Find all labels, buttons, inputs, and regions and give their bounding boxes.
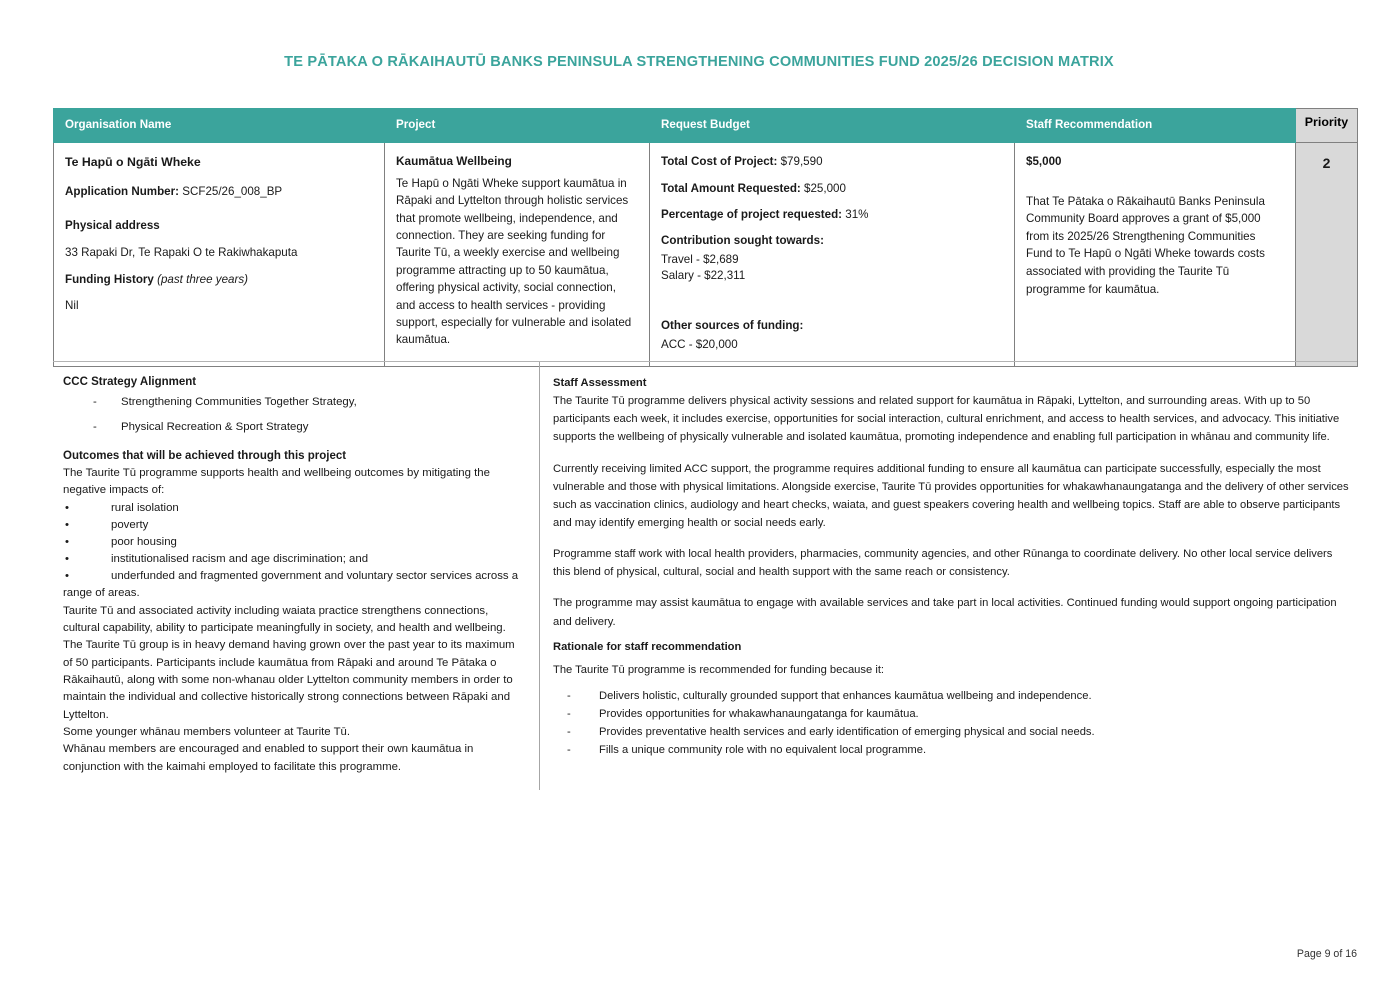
- list-item: • underfunded and fragmented government and voluntary sector services across a: [63, 568, 525, 585]
- assessment-paragraph: The programme may assist kaumātua to engage with available services and take part in local activities. Continued funding would support ongoing participation and delivery.: [553, 597, 1337, 628]
- list-item: - Fills a unique community role with no equivalent local programme.: [553, 741, 1349, 759]
- recommendation-text: That Te Pātaka o Rākaihautū Banks Peninsula Community Board approves a grant of $5,000 from its 2025/26 Strengthening Communities Fund to Te Hapū o Ngāti Wheke towards costs associated with providing the Taurite Tū programme for kaumātua.: [1026, 194, 1265, 296]
- percentage-requested: [661, 206, 1003, 224]
- funding-history-note: (past three years): [157, 272, 248, 286]
- table-row: [54, 143, 1358, 367]
- list-item: • rural isolation: [63, 500, 525, 517]
- organisation-name: Te Hapū o Ngāti Wheke: [65, 155, 201, 169]
- spacer: [553, 447, 1349, 460]
- column-header-organisation: Organisation Name: [54, 109, 385, 143]
- rationale-list: [553, 687, 1349, 760]
- cell-project: [385, 143, 650, 367]
- outcomes-heading: Outcomes that will be achieved through this project: [63, 449, 347, 462]
- total-cost-value: $79,590: [780, 155, 823, 168]
- page-footer: Page 9 of 16: [1296, 948, 1357, 960]
- list-item: - Provides opportunities for whakawhanaungatanga for kaumātua.: [553, 705, 1349, 723]
- details-paragraph: Taurite Tū and associated activity including waiata practice strengthens connections, cultural capability, ability to participate meaningfully in society, and health and wellbeing.: [63, 604, 506, 635]
- outcomes-bullet-list: [63, 500, 525, 586]
- list-item: - Provides preventative health services and early identification of emerging physical and social needs.: [553, 723, 1349, 741]
- decision-matrix-table: [53, 108, 1358, 367]
- funding-history-value: Nil: [65, 299, 79, 313]
- list-item: - Strengthening Communities Together Strategy,: [63, 391, 525, 415]
- outcomes-bullets-continuation: range of areas.: [63, 587, 140, 600]
- percentage-value: 31%: [845, 208, 869, 222]
- table-header-row: [54, 109, 1358, 143]
- spacer: [661, 285, 1003, 318]
- recommended-amount: $5,000: [1026, 155, 1062, 168]
- page-title: TE PĀTAKA O RĀKAIHAUTŪ BANKS PENINSULA STRENGTHENING COMMUNITIES FUND 2025/26 DECISION MATRIX: [284, 54, 1114, 70]
- application-number: [65, 183, 373, 201]
- priority-value: 2: [1322, 155, 1331, 171]
- contribution-item: Travel - $2,689: [661, 252, 739, 266]
- project-title: Kaumātua Wellbeing: [396, 154, 512, 168]
- list-item: • institutionalised racism and age discrimination; and: [63, 551, 525, 568]
- assessment-paragraph: The Taurite Tū programme delivers physical activity sessions and related support for kaumātua in Rāpaki, Lyttelton, and surrounding areas. With up to 50 participants each week, it includes exercise, opportunities for social interaction, cultural enrichment, and access to health services, and advocacy. This initiative supports the wellbeing of physically vulnerable and isolated kaumātua, promoting independence and enabling full participation in whānau and community life.: [553, 395, 1340, 444]
- physical-address-label: Physical address: [65, 219, 160, 233]
- contribution-label: Contribution sought towards:: [661, 233, 824, 247]
- details-section: [53, 361, 1357, 790]
- spacer: [553, 581, 1349, 594]
- funding-history-heading: [65, 271, 373, 289]
- rationale-intro: The Taurite Tū programme is recommended for funding because it:: [553, 663, 885, 676]
- staff-assessment-heading: Staff Assessment: [553, 377, 647, 389]
- list-item: • poverty: [63, 517, 525, 534]
- column-header-project: Project: [385, 109, 650, 143]
- cell-priority: [1296, 143, 1358, 367]
- details-right-column: [540, 362, 1357, 790]
- assessment-paragraph: Currently receiving limited ACC support, the programme requires additional funding to ensure all kaumātua can participate successfully, especially the most vulnerable and those with physical limitations. Alongside exercise, Taurite Tū provides opportunities for whakawhanaungatanga and the delivery of other services such as vaccination clinics, audiology and heart checks, waiata, and guest speakers covering health and wellbeing topics. Staff are able to observe participants and may identify emerging health or social needs early.: [553, 462, 1349, 529]
- cell-recommendation: [1015, 143, 1296, 367]
- assessment-paragraph: Programme staff work with local health providers, pharmacies, community agencies, and other Rūnanga to coordinate delivery. No other local service delivers this blend of physical, cultural, social and health support with the same reach or consistency.: [553, 548, 1333, 579]
- column-header-recommendation: Staff Recommendation: [1015, 109, 1296, 143]
- column-header-priority: Priority: [1296, 109, 1358, 143]
- percentage-label: Percentage of project requested:: [661, 208, 843, 222]
- details-paragraph: Some younger whānau members volunteer at Taurite Tū.: [63, 725, 351, 738]
- project-description: Te Hapū o Ngāti Wheke support kaumātua in Rāpaki and Lyttelton through holistic services that promote wellbeing, independence, and connection. They are seeking funding for Taurite Tū, a weekly exercise and wellbeing programme attracting up to 50 kaumātua, offering physical activity, social connection, and access to health services - providing support, especially for vulnerable and isolated kaumātua.: [396, 176, 632, 347]
- outcomes-intro: The Taurite Tū programme supports health and wellbeing outcomes by mitigating the negative impacts of:: [63, 467, 490, 497]
- application-number-value: SCF25/26_008_BP: [182, 184, 283, 198]
- list-item: - Physical Recreation & Sport Strategy: [63, 416, 525, 440]
- strategy-alignment-heading: CCC Strategy Alignment: [63, 376, 197, 388]
- application-number-label: Application Number:: [65, 184, 180, 198]
- spacer: [553, 532, 1349, 545]
- cell-organisation: [54, 143, 385, 367]
- total-cost-label: Total Cost of Project:: [661, 155, 778, 168]
- total-requested-label: Total Amount Requested:: [661, 181, 801, 195]
- spacer: [65, 209, 373, 217]
- rationale-heading: Rationale for staff recommendation: [553, 640, 742, 653]
- physical-address-value: 33 Rapaki Dr, Te Rapaki O te Rakiwhakaputa: [65, 245, 298, 259]
- total-amount-requested: [661, 180, 1003, 198]
- other-sources-item: ACC - $20,000: [661, 338, 738, 352]
- list-item: • poor housing: [63, 534, 525, 551]
- funding-history-label: Funding History: [65, 272, 154, 286]
- cell-budget: [650, 143, 1015, 367]
- contribution-item: Salary - $22,311: [661, 269, 746, 283]
- total-cost-of-project: [661, 153, 1003, 171]
- details-paragraph: Whānau members are encouraged and enabled to support their own kaumātua in conjunction with the kaimahi employed to facilitate this programme.: [63, 743, 474, 773]
- list-item: - Delivers holistic, culturally grounded support that enhances kaumātua wellbeing and independence.: [553, 687, 1349, 705]
- details-paragraph: The Taurite Tū group is in heavy demand having grown over the past year to its maximum of 50 participants. Participants include kaumātua from Rāpaki and around Te Pātaka o Rākaihautū, along with some non-whanau older Lyttelton community members in order to maintain the individual and collective historically strong connections between Rāpaki and Lyttelton.: [63, 639, 515, 721]
- strategy-alignment-list: [63, 391, 525, 439]
- column-header-budget: Request Budget: [650, 109, 1015, 143]
- details-left-column: [53, 362, 540, 790]
- other-sources-label: Other sources of funding:: [661, 319, 804, 333]
- total-requested-value: $25,000: [804, 181, 846, 195]
